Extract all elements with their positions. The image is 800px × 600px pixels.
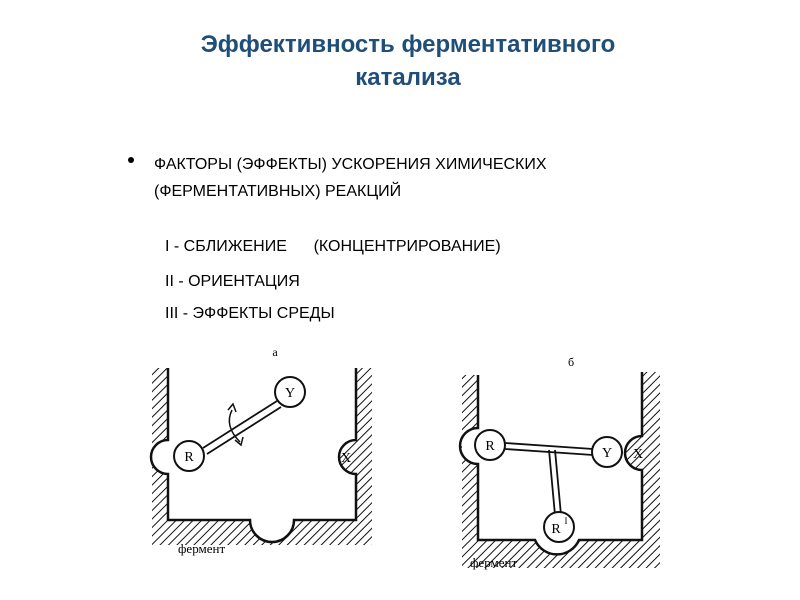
panel-b-r-label: R (485, 439, 495, 454)
panel-a-bond-line-2 (207, 407, 281, 454)
panel-b-x-label: X (632, 447, 644, 462)
slide-title-line1: Эффективность ферментативного (200, 31, 616, 58)
slide-title-line2: катализа (355, 64, 461, 91)
panel-a-r-label: R (184, 450, 194, 465)
panel-b-r1-label: R (551, 522, 561, 537)
panel-a-x-label: X (340, 451, 352, 466)
panel-a-left-wall (151, 368, 168, 506)
bullet-line2: (ФЕРМЕНТАТИВНЫХ) РЕАКЦИЙ (154, 183, 402, 200)
panel-a-caption: фермент (178, 541, 226, 556)
panel-b-label: б (567, 355, 575, 369)
panel-b-r1-prime: I (564, 516, 568, 526)
factor-approximation: I - СБЛИЖЕНИЕ (КОНЦЕНТРИРОВАНИЕ) (165, 238, 501, 255)
bullet-line1: ФАКТОРЫ (ЭФФЕКТЫ) УСКОРЕНИЯ ХИМИЧЕСКИХ (154, 156, 547, 173)
panel-a-label: а (272, 345, 278, 359)
panel-b-bond-v-2 (555, 450, 561, 515)
factor-medium-effects: III - ЭФФЕКТЫ СРЕДЫ (165, 305, 335, 322)
panel-b-y-label: Y (601, 446, 613, 461)
panel-b-bond-h-1 (505, 443, 593, 449)
panel-b-caption: фермент (470, 555, 518, 570)
panel-a (151, 345, 372, 556)
factor-orientation: II - ОРИЕНТАЦИЯ (165, 273, 300, 290)
panel-b-bond-v-1 (549, 450, 555, 515)
panel-b (460, 355, 660, 570)
panel-a-y-label: Y (284, 386, 296, 401)
